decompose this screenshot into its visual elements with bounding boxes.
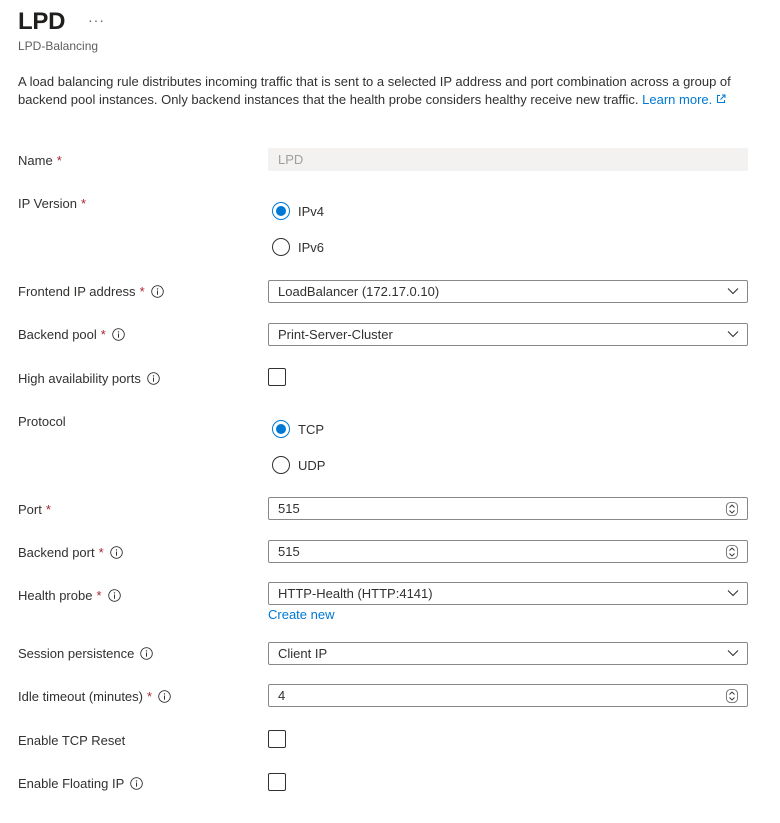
radio-button-ipv6[interactable]: [272, 238, 290, 256]
session-persistence-select[interactable]: Client IP: [268, 642, 748, 665]
port-input[interactable]: 515: [268, 497, 748, 520]
ha-ports-checkbox[interactable]: [268, 368, 286, 386]
session-persistence-label: Session persistence: [18, 646, 153, 661]
radio-tcp[interactable]: TCP: [272, 420, 324, 438]
info-icon[interactable]: [108, 589, 121, 602]
learn-more-link[interactable]: Learn more.: [642, 92, 726, 107]
frontend-ip-select[interactable]: LoadBalancer (172.17.0.10): [268, 280, 748, 303]
idle-timeout-label: Idle timeout (minutes) *: [18, 689, 171, 704]
backend-pool-select[interactable]: Print-Server-Cluster: [268, 323, 748, 346]
backend-port-label: Backend port *: [18, 545, 123, 560]
required-marker: *: [100, 327, 106, 342]
required-marker: *: [147, 689, 153, 704]
name-label: Name *: [18, 153, 62, 168]
spinner-icon[interactable]: [726, 689, 738, 703]
chevron-down-icon: [727, 649, 739, 657]
spinner-icon[interactable]: [726, 545, 738, 559]
required-marker: *: [96, 588, 102, 603]
info-icon[interactable]: [158, 690, 171, 703]
idle-timeout-input[interactable]: 4: [268, 684, 748, 707]
spinner-icon[interactable]: [726, 502, 738, 516]
info-icon[interactable]: [130, 777, 143, 790]
page-title: LPD: [18, 8, 66, 35]
tcp-reset-label: Enable TCP Reset: [18, 733, 126, 748]
health-probe-select[interactable]: HTTP-Health (HTTP:4141): [268, 582, 748, 605]
external-link-icon: [716, 94, 726, 104]
description-text: A load balancing rule distributes incoming traffic that is sent to a selected IP address and port combination across a group of backend pool instances. Only backend instances that the health probe considers healthy receive new traffic.: [18, 74, 731, 107]
floating-ip-label: Enable Floating IP: [18, 776, 143, 791]
info-icon[interactable]: [140, 647, 153, 660]
backend-pool-label: Backend pool *: [18, 327, 125, 342]
ip-version-label: IP Version *: [18, 196, 87, 211]
health-probe-label: Health probe *: [18, 588, 121, 603]
info-icon[interactable]: [112, 328, 125, 341]
chevron-down-icon: [727, 589, 739, 597]
ha-ports-label: High availability ports: [18, 371, 160, 386]
more-options-button[interactable]: ···: [88, 12, 105, 28]
info-icon[interactable]: [147, 372, 160, 385]
radio-button-tcp[interactable]: [272, 420, 290, 438]
description: [18, 73, 748, 109]
page-subtitle: LPD-Balancing: [18, 39, 99, 53]
create-new-link[interactable]: Create new: [268, 607, 335, 622]
page-header: [18, 8, 105, 36]
backend-port-input[interactable]: 515: [268, 540, 748, 563]
info-icon[interactable]: [151, 285, 164, 298]
required-marker: *: [56, 153, 62, 168]
frontend-ip-label: Frontend IP address *: [18, 284, 164, 299]
radio-udp[interactable]: UDP: [272, 456, 325, 474]
chevron-down-icon: [727, 287, 739, 295]
floating-ip-checkbox[interactable]: [268, 773, 286, 791]
radio-button-udp[interactable]: [272, 456, 290, 474]
required-marker: *: [98, 545, 104, 560]
chevron-down-icon: [727, 330, 739, 338]
required-marker: *: [45, 502, 51, 517]
name-input[interactable]: LPD: [268, 148, 748, 171]
radio-button-ipv4[interactable]: [272, 202, 290, 220]
required-marker: *: [139, 284, 145, 299]
radio-ipv6[interactable]: IPv6: [272, 238, 324, 256]
tcp-reset-checkbox[interactable]: [268, 730, 286, 748]
protocol-label: Protocol: [18, 414, 66, 429]
info-icon[interactable]: [110, 546, 123, 559]
required-marker: *: [81, 196, 87, 211]
port-label: Port *: [18, 502, 51, 517]
radio-ipv4[interactable]: IPv4: [272, 202, 324, 220]
